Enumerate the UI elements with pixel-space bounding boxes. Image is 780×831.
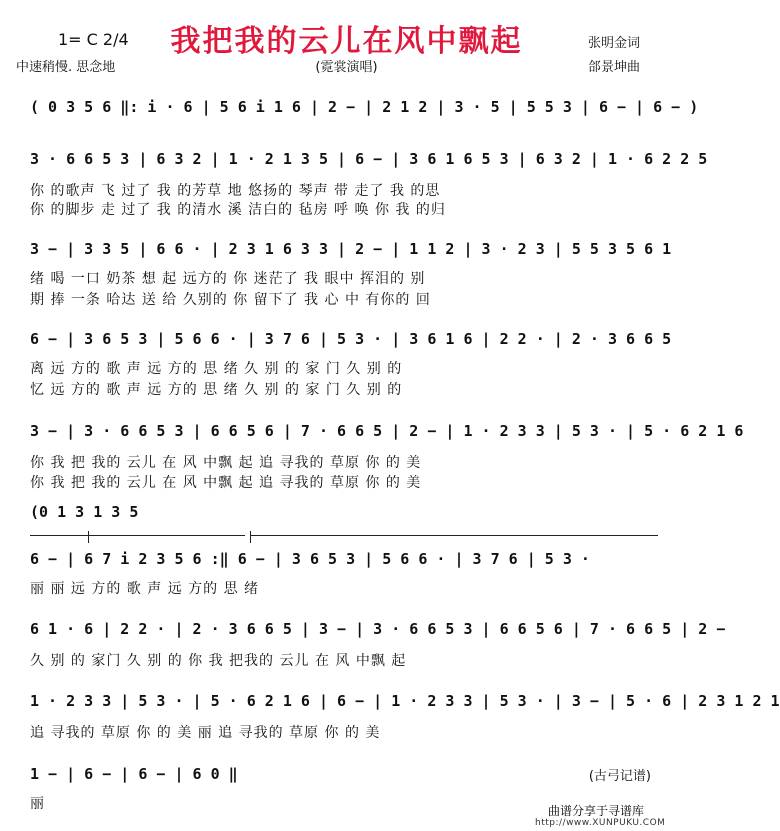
- score-line-3-lyrics-1: 离 远 方的 歌 声 远 方的 思 绪 久 别 的 家 门 久 别 的: [30, 361, 403, 377]
- score-line-4-lyrics-2: 你 我 把 我的 云儿 在 风 中飘 起 追 寻我的 草原 你 的 美: [30, 475, 422, 491]
- score-line-6-notes: 6 − | 6 7 i 2 3 5 6 :‖ 6 − | 3 6 5 3 | 5 6 6 · | 3 7 6 | 5 3 ·: [30, 550, 590, 568]
- transcriber-credit: (古弓记谱): [588, 769, 651, 784]
- key-signature: 1= C 2/4: [58, 30, 129, 49]
- score-line-4-lyrics-1: 你 我 把 我的 云儿 在 风 中飘 起 追 寻我的 草原 你 的 美: [30, 455, 422, 471]
- score-line-8-lyrics-1: 追 寻我的 草原 你 的 美 丽 追 寻我的 草原 你 的 美: [30, 725, 381, 741]
- score-line-9-notes: 1 − | 6 − | 6 − | 6 0 ‖: [30, 765, 238, 783]
- lyricist-credit: 张明金词: [588, 36, 641, 51]
- score-line-6-lyrics-1: 丽 丽 远 方的 歌 声 远 方的 思 绪: [30, 581, 260, 597]
- score-line-7-notes: 6 1 · 6 | 2 2 · | 2 · 3 6 6 5 | 3 − | 3 · 6 6 5 3 | 6 6 5 6 | 7 · 6 6 5 | 2 −: [30, 620, 726, 638]
- footer-site-url[interactable]: http://www.XUNPUKU.COM: [535, 818, 666, 828]
- score-line-5-notes: (0 1 3 1 3 5: [30, 503, 139, 521]
- composer-credit: 郃景坤曲: [588, 60, 641, 75]
- song-title: 我把我的云儿在风中飘起: [170, 24, 523, 59]
- score-line-8-notes: 1 · 2 3 3 | 5 3 · | 5 · 6 2 1 6 | 6 − | 1 · 2 3 3 | 5 3 · | 3 − | 5 · 6 | 2 3 1 2 1: [30, 692, 780, 710]
- score-line-3-notes: 6 − | 3 6 5 3 | 5 6 6 · | 3 7 6 | 5 3 · | 3 6 1 6 | 2 2 · | 2 · 3 6 6 5: [30, 330, 672, 348]
- score-line-0-notes: ( 0 3 5 6 ‖: i · 6 | 5 6 i 1 6 | 2 − | 2 1 2 | 3 · 5 | 5 5 3 | 6 − | 6 − ): [30, 98, 699, 116]
- score-line-2-notes: 3 − | 3 3 5 | 6 6 · | 2 3 1 6 3 3 | 2 − | 1 1 2 | 3 · 2 3 | 5 5 3 5 6 1: [30, 240, 672, 258]
- footer-site-name: 曲谱分享于寻谱库: [548, 804, 645, 818]
- score-line-9-lyrics-1: 丽: [30, 796, 45, 812]
- score-line-1-notes: 3 · 6 6 5 3 | 6 3 2 | 1 · 2 1 3 5 | 6 − | 3 6 1 6 5 3 | 6 3 2 | 1 · 6 2 2 5: [30, 150, 708, 168]
- score-line-1-lyrics-2: 你 的脚步 走 过了 我 的清水 溪 洁白的 毡房 呼 唤 你 我 的归: [30, 202, 446, 218]
- score-line-4-notes: 3 − | 3 · 6 6 5 3 | 6 6 5 6 | 7 · 6 6 5 | 2 − | 1 · 2 3 3 | 5 3 · | 5 · 6 2 1 6: [30, 422, 744, 440]
- singer-credit: (霓裳演唱): [315, 60, 378, 75]
- tempo-marking: 中速稍慢. 思念地: [16, 60, 116, 75]
- score-line-3-lyrics-2: 忆 远 方的 歌 声 远 方的 思 绪 久 别 的 家 门 久 别 的: [30, 382, 403, 398]
- score-line-2-lyrics-2: 期 捧 一条 哈达 送 给 久别的 你 留下了 我 心 中 有你的 回: [30, 292, 431, 308]
- score-line-7-lyrics-1: 久 别 的 家门 久 别 的 你 我 把我的 云儿 在 风 中飘 起: [30, 653, 407, 669]
- score-line-2-lyrics-1: 绪 喝 一口 奶茶 想 起 远方的 你 迷茫了 我 眼中 挥泪的 别: [30, 271, 426, 287]
- score-line-1-lyrics-1: 你 的歌声 飞 过了 我 的芳草 地 悠扬的 琴声 带 走了 我 的思: [30, 183, 441, 199]
